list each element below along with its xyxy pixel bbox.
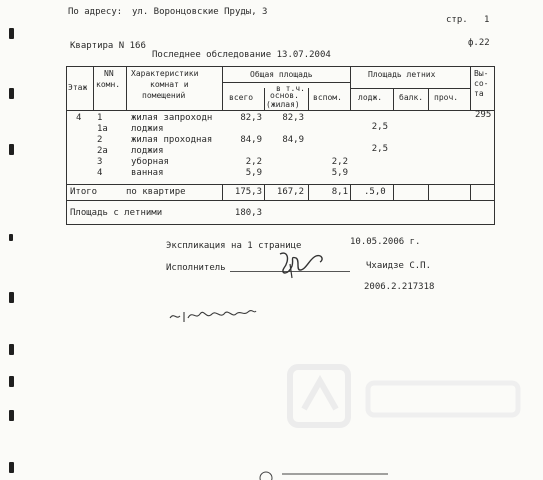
cell-total: 84,9 bbox=[240, 135, 262, 145]
cell-height: 295 bbox=[475, 110, 492, 120]
table-subheader-line bbox=[222, 82, 350, 83]
cell-room-name: уборная bbox=[131, 157, 169, 167]
table-col-line bbox=[222, 184, 223, 200]
punch-hole bbox=[9, 88, 14, 99]
executor-name: Чхаидзе С.П. bbox=[366, 261, 432, 271]
cell-room-name: жилая запроходн bbox=[131, 113, 213, 123]
totals-label: Итого bbox=[70, 187, 98, 197]
header-balcony: балк. bbox=[399, 93, 424, 102]
header-characteristics: Характеристики bbox=[131, 69, 199, 78]
cell-room-no: 1 bbox=[97, 113, 103, 123]
page-number: 1 bbox=[484, 15, 490, 25]
cell-room-no: 4 bbox=[97, 168, 103, 178]
header-loggia: лодж. bbox=[358, 93, 383, 102]
header-total-area: Общая площадь bbox=[250, 70, 313, 79]
punch-hole bbox=[9, 462, 14, 473]
header-floor: Этаж bbox=[68, 83, 88, 92]
table-col-line bbox=[264, 184, 265, 200]
executor-label: Исполнитель bbox=[166, 263, 226, 273]
table-subheader-line bbox=[350, 88, 470, 89]
cell-room-name: лоджия bbox=[131, 146, 164, 156]
apartment-number: Квартира N 166 bbox=[70, 41, 146, 51]
cell-total: 2,2 bbox=[245, 157, 262, 167]
executor-signature bbox=[270, 246, 332, 280]
document-number: 2006.2.217318 bbox=[364, 282, 435, 292]
table-totals-bottom bbox=[66, 200, 495, 201]
cell-room-no: 3 bbox=[97, 157, 103, 167]
totals-total: 175,3 bbox=[234, 187, 262, 197]
totals-loggia: .5,0 bbox=[364, 187, 386, 197]
punch-hole bbox=[9, 376, 14, 387]
header-characteristics: помещений bbox=[142, 91, 186, 100]
cell-aux: 2,2 bbox=[331, 157, 348, 167]
table-col-line bbox=[393, 184, 394, 200]
cell-loggia: 2,5 bbox=[371, 144, 388, 154]
cell-room-no: 2 bbox=[97, 135, 103, 145]
table-border-right bbox=[494, 66, 495, 224]
header-height: со- bbox=[474, 79, 489, 88]
summer-total-label: Площадь с летними bbox=[70, 208, 163, 218]
table-col-line bbox=[264, 88, 265, 110]
header-summer-area: Площадь летних bbox=[368, 70, 436, 79]
stamp-fragment bbox=[256, 468, 396, 480]
totals-aux: 8,1 bbox=[331, 187, 348, 197]
header-including: в т.ч. bbox=[276, 84, 305, 93]
cell-main: 82,3 bbox=[282, 113, 304, 123]
cell-loggia: 2,5 bbox=[371, 122, 388, 132]
explication-date: 10.05.2006 г. bbox=[350, 237, 421, 247]
totals-sub: по квартире bbox=[126, 187, 186, 197]
form-code: ф.22 bbox=[468, 38, 490, 48]
cell-aux: 5,9 bbox=[331, 168, 348, 178]
cell-room-no: 1а bbox=[97, 124, 108, 134]
header-auxiliary: вспом. bbox=[313, 93, 342, 102]
last-survey: Последнее обследование 13.07.2004 bbox=[152, 50, 331, 60]
table-col-line bbox=[350, 184, 351, 200]
header-other: проч. bbox=[434, 93, 459, 102]
cell-main: 84,9 bbox=[282, 135, 304, 145]
table-col-line bbox=[393, 88, 394, 110]
header-height: Вы- bbox=[474, 69, 489, 78]
explication-note: Экспликация на 1 странице bbox=[166, 241, 302, 251]
table-col-line bbox=[308, 184, 309, 200]
header-total: всего bbox=[229, 93, 254, 102]
page-label: стр. bbox=[446, 15, 468, 25]
cell-room-name: жилая проходная bbox=[131, 135, 213, 145]
cell-total: 82,3 bbox=[240, 113, 262, 123]
header-room-no: комн. bbox=[96, 80, 121, 89]
punch-hole bbox=[9, 292, 14, 303]
summer-total-value: 180,3 bbox=[234, 208, 262, 218]
table-col-line bbox=[126, 66, 127, 110]
table-col-line bbox=[308, 88, 309, 110]
totals-main: 167,2 bbox=[276, 187, 304, 197]
table-col-line bbox=[428, 88, 429, 110]
punch-hole bbox=[9, 410, 14, 421]
punch-hole bbox=[9, 234, 13, 241]
table-totals-top bbox=[66, 184, 495, 185]
cell-total: 5,9 bbox=[245, 168, 262, 178]
punch-hole bbox=[9, 344, 14, 355]
cell-room-no: 2а bbox=[97, 146, 108, 156]
address-label: По адресу: bbox=[68, 7, 123, 17]
table-col-line bbox=[350, 66, 351, 110]
table-col-line bbox=[93, 66, 94, 110]
handwritten-note bbox=[166, 302, 260, 326]
cell-room-name: ванная bbox=[131, 168, 164, 178]
header-main: основ. bbox=[270, 91, 299, 100]
punch-hole bbox=[9, 28, 14, 39]
cell-room-name: лоджия bbox=[131, 124, 164, 134]
address-value: ул. Воронцовские Пруды, 3 bbox=[132, 7, 268, 17]
table-col-line bbox=[428, 184, 429, 200]
table-summer-bottom bbox=[66, 224, 495, 225]
header-height: та bbox=[474, 89, 484, 98]
punch-hole bbox=[9, 144, 14, 155]
table-col-line bbox=[470, 66, 471, 110]
table-col-line bbox=[222, 66, 223, 110]
cell-floor: 4 bbox=[76, 113, 82, 123]
table-header-divider bbox=[66, 110, 495, 111]
watermark-logo bbox=[268, 355, 538, 435]
header-main: (жилая) bbox=[266, 100, 300, 109]
header-characteristics: комнат и bbox=[150, 80, 189, 89]
table-col-line bbox=[470, 184, 471, 200]
table-border-left bbox=[66, 66, 67, 224]
header-room-no: NN bbox=[104, 69, 114, 78]
table-border-top bbox=[66, 66, 495, 67]
